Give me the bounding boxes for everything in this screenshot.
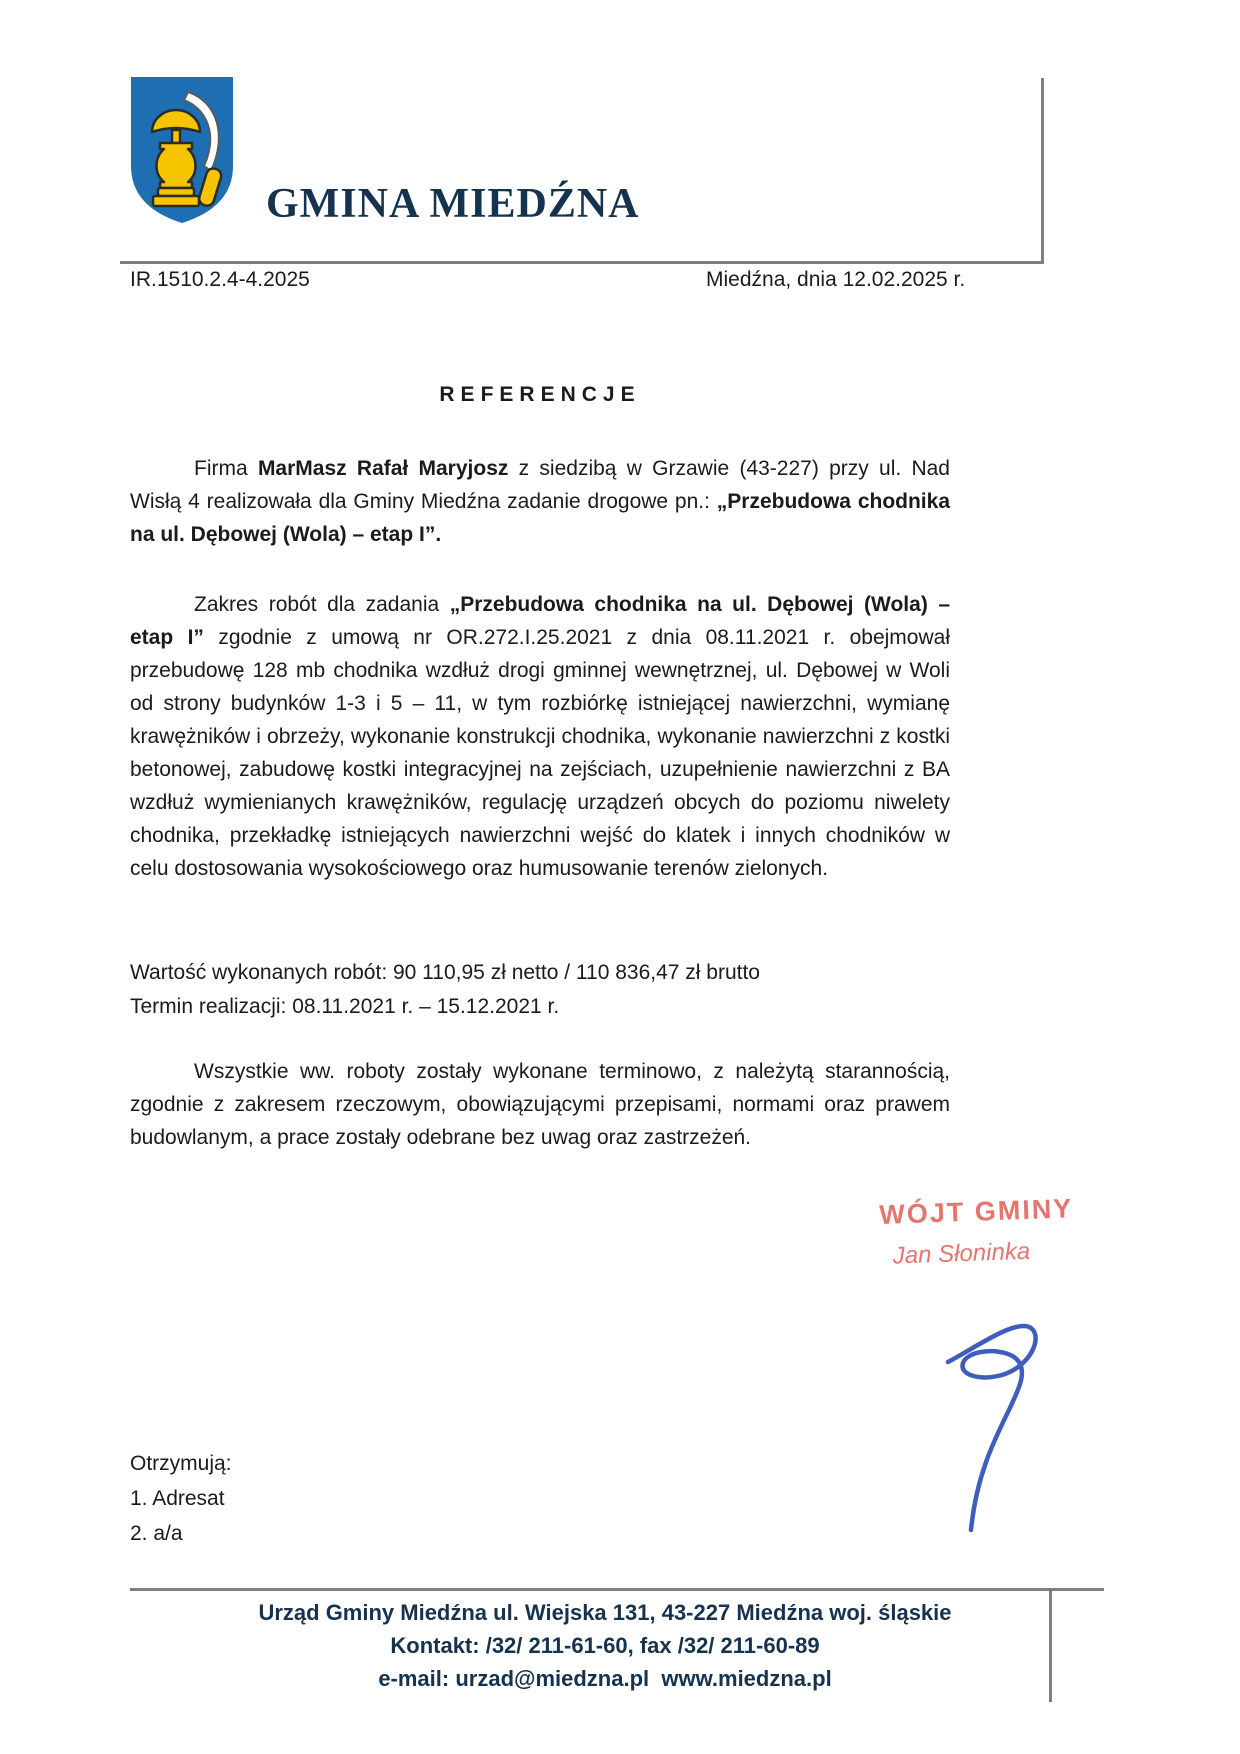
paragraph-conclusion: Wszystkie ww. roboty zostały wykonane terminowo, z należytą starannością, zgodnie z zakresem rzeczowym, obowiązującymi przepisami, normami oraz prawem budowlanym, a prace zostały odebrane bez uwag oraz zastrzeżeń. [130,1060,950,1149]
paragraph-company [130,452,950,551]
header-vertical-rule [1041,78,1044,264]
p2-text: Zakres robót dla zadania [194,593,450,616]
footer-address: Urząd Gminy Miedźna ul. Wiejska 131, 43-227 Miedźna woj. śląskie [258,1600,952,1625]
p1-text: z siedzibą w Grzawie (43-227) przy ul. Nad Wisłą 4 realizowała dla Gminy Miedźna zadanie drogowe pn.: [130,457,950,513]
footer-block [140,1596,1070,1695]
date-line: Miedźna, dnia 12.02.2025 r. [706,268,966,291]
stamp-title: WÓJT GMINY [878,1193,1074,1231]
mining-lamp [152,110,200,206]
p1-task-bold: „Przebudowa chodnika na ul. Dębowej (Wola) – etap I”. [130,490,950,546]
distribution-block [130,1446,232,1551]
footer-email-web: e-mail: urzad@miedzna.pl www.miedzna.pl [378,1666,832,1691]
distribution-item: 2. a/a [130,1522,183,1545]
footer-horizontal-rule [130,1588,1104,1591]
org-name: GMINA MIEDŹNA [266,181,640,227]
coat-of-arms-icon [128,74,236,226]
document-title: REFERENCJE [439,383,641,406]
stamp-name: Jan Słoninka [892,1237,1031,1270]
mayor-stamp [879,1192,1111,1271]
p1-text: Firma [194,457,258,480]
p1-company-bold: MarMasz Rafał Maryjosz [257,457,509,480]
paragraph-scope [130,588,950,885]
facts-block [130,956,950,1024]
p2-text: zgodnie z umową nr OR.272.I.25.2021 z dnia 08.11.2021 r. obejmował przebudowę 128 mb chodnika wzdłuż drogi gminnej wewnętrznej, ul. Dębowej w Woli od strony budynków 1-3 i 5 – 11, w tym rozbiórkę istniejącej nawierzchni, wymianę krawężników i obrzeży, wykonanie konstrukcji chodnika, wykonanie nawierzchni z kostki betonowej, zabudowę kostki integracyjnej na zejściach, uzupełnienie nawierzchni z BA wzdłuż wymienianych krawężników, regulację urządzeń obcych do poziomu niwelety chodnika, przekładkę istniejących nawierzchni wejść do klatek i innych chodników w celu dostosowania wysokościowego oraz humusowanie terenów zielonych. [130,626,950,880]
p2-task-bold: „Przebudowa chodnika na ul. Dębowej (Wola) – etap I” [130,593,951,649]
distribution-heading: Otrzymują: [130,1452,232,1475]
signature-ink [930,1318,1050,1538]
distribution-item: 1. Adresat [130,1487,225,1510]
reference-number: IR.1510.2.4-4.2025 [130,268,310,291]
term-line: Termin realizacji: 08.11.2021 r. – 15.12.2021 r. [130,995,560,1018]
value-line: Wartość wykonanych robót: 90 110,95 zł netto / 110 836,47 zł brutto [130,961,760,984]
coat-of-arms [128,74,236,226]
header-horizontal-rule [120,261,1044,264]
footer-contact: Kontakt: /32/ 211-61-60, fax /32/ 211-60-89 [390,1633,820,1658]
